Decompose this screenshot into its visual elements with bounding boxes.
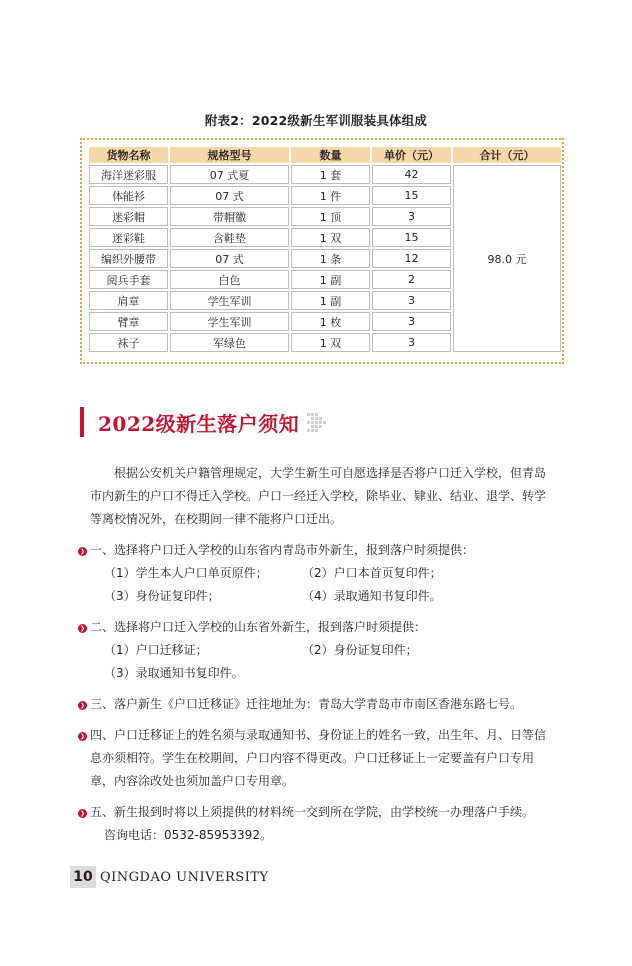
cell-unit-price: 3 <box>372 291 451 310</box>
sub-list-row <box>90 662 550 685</box>
bullet-icon: ❯ <box>79 625 86 632</box>
sub-item: （3）身份证复印件； <box>104 589 220 603</box>
cell-unit-price: 2 <box>372 270 451 289</box>
list-item <box>79 539 550 562</box>
header-quantity: 数量 <box>291 147 370 163</box>
header-spec: 规格型号 <box>170 147 289 163</box>
sub-item: （1）学生本人户口单页原件； <box>104 566 268 580</box>
table-caption: 附表2：2022级新生军训服装具体组成 <box>204 113 428 128</box>
cell-unit-price: 3 <box>372 312 451 331</box>
uniform-table-frame <box>80 138 564 364</box>
cell-name: 迷彩帽 <box>89 207 168 226</box>
sub-item: （1）户口迁移证； <box>104 643 208 657</box>
heading-accent-bar <box>80 407 84 437</box>
uniform-table <box>87 145 563 354</box>
cell-quantity: 1 顶 <box>291 207 370 226</box>
header-unit-price: 单价（元） <box>372 147 451 163</box>
contact-phone: 咨询电话：0532-85953392。 <box>104 828 272 842</box>
cell-spec: 白色 <box>170 270 289 289</box>
intro-paragraph: 根据公安机关户籍管理规定，大学生新生可自愿选择是否将户口迁入学校，但青岛市内新生的户口不得迁入学校。户口一经迁入学校，除毕业、肄业、结业、退学、转学等离校情况外，在校期间一律不能将户口迁出。 <box>90 466 547 526</box>
cell-spec: 学生军训 <box>170 312 289 331</box>
sub-item: （3）录取通知书复印件。 <box>104 666 244 680</box>
cell-name: 海洋迷彩服 <box>89 165 168 184</box>
sub-list-row <box>90 585 550 608</box>
cell-quantity: 1 条 <box>291 249 370 268</box>
cell-name: 阅兵手套 <box>89 270 168 289</box>
cell-spec: 含鞋垫 <box>170 228 289 247</box>
cell-name: 迷彩鞋 <box>89 228 168 247</box>
cell-name: 肩章 <box>89 291 168 310</box>
header-total: 合计（元） <box>453 147 561 163</box>
page-number: 10 <box>70 866 96 888</box>
cell-unit-price: 42 <box>372 165 451 184</box>
cell-quantity: 1 副 <box>291 270 370 289</box>
item-text: 二、选择将户口迁入学校的山东省外新生，报到落户时须提供： <box>90 620 427 634</box>
bullet-icon: ❯ <box>79 702 86 709</box>
list-item <box>79 693 550 716</box>
cell-spec: 07 式 <box>170 249 289 268</box>
cell-quantity: 1 双 <box>291 333 370 352</box>
cell-spec: 学生军训 <box>170 291 289 310</box>
cell-unit-price: 15 <box>372 228 451 247</box>
section-body <box>79 462 550 847</box>
cell-spec: 军绿色 <box>170 333 289 352</box>
list-item <box>79 616 550 639</box>
item-text: 三、落户新生《户口迁移证》迁往地址为：青岛大学青岛市市南区香港东路七号。 <box>90 697 523 711</box>
cell-spec: 07 式夏 <box>170 165 289 184</box>
cell-name: 编织外腰带 <box>89 249 168 268</box>
cell-unit-price: 3 <box>372 333 451 352</box>
cell-name: 袜子 <box>89 333 168 352</box>
list-item <box>79 801 550 824</box>
bullet-icon: ❯ <box>79 810 86 817</box>
cell-unit-price: 3 <box>372 207 451 226</box>
table-header-row <box>89 147 561 163</box>
bullet-icon: ❯ <box>79 548 86 555</box>
cell-quantity: 1 双 <box>291 228 370 247</box>
list-item <box>79 724 550 793</box>
sub-item: （2）身份证复印件； <box>302 643 418 657</box>
cell-quantity: 1 副 <box>291 291 370 310</box>
cell-quantity: 1 套 <box>291 165 370 184</box>
section-heading <box>80 405 326 439</box>
page-footer <box>70 866 269 888</box>
cell-quantity: 1 件 <box>291 186 370 205</box>
table-row <box>89 165 561 184</box>
footer-university: QINGDAO UNIVERSITY <box>100 869 269 885</box>
bullet-icon: ❯ <box>79 733 86 740</box>
item-text: 五、新生报到时将以上须提供的材料统一交到所在学院，由学校统一办理落户手续。 <box>90 805 535 819</box>
cell-total: 98.0 元 <box>453 165 561 352</box>
sub-item: （4）录取通知书复印件。 <box>302 589 442 603</box>
cell-spec: 07 式 <box>170 186 289 205</box>
item-text: 一、选择将户口迁入学校的山东省内青岛市外新生，报到落户时须提供： <box>90 543 475 557</box>
cell-name: 臂章 <box>89 312 168 331</box>
cell-unit-price: 12 <box>372 249 451 268</box>
header-name: 货物名称 <box>89 147 168 163</box>
cell-quantity: 1 枚 <box>291 312 370 331</box>
cell-unit-price: 15 <box>372 186 451 205</box>
cell-spec: 带帽徽 <box>170 207 289 226</box>
sub-list-row <box>90 562 550 585</box>
dot-grid-icon <box>307 413 326 432</box>
sub-list-row <box>90 639 550 662</box>
section-title: 2022级新生落户须知 <box>98 411 300 436</box>
sub-item: （2）户口本首页复印件； <box>302 566 442 580</box>
cell-name: 体能衫 <box>89 186 168 205</box>
item-text: 四、户口迁移证上的姓名须与录取通知书、身份证上的姓名一致，出生年、月、日等信息亦须相符。学生在校期间，户口内容不得更改。户口迁移证上一定要盖有户口专用章，内容涂改处也须加盖户口专用章。 <box>90 728 547 788</box>
